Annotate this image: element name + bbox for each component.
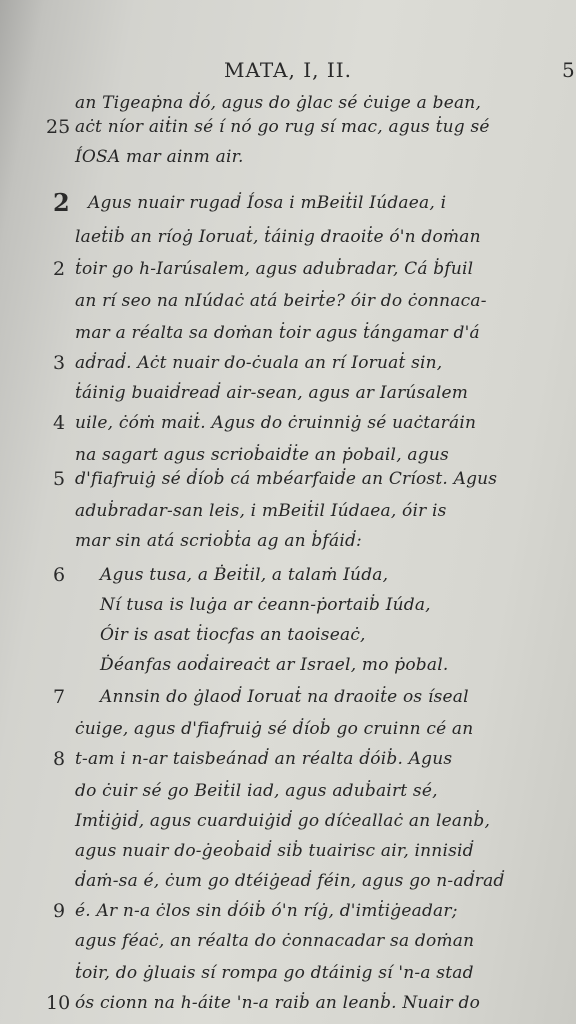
text-line [0,144,576,174]
verse-number: 2 [53,258,66,280]
text-line [0,716,576,746]
text-line [0,928,576,958]
verse-number: 10 [46,992,71,1014]
chapter-number: 2 [53,190,70,217]
line-text: ḋaṁ-sa é, ċum go dtéiġeaḋ féin, agus go n-aḋraḋ [75,871,505,891]
line-text: ċuige, agus d'fiafruiġ sé ḋíoḃ go cruinn cé an [75,719,474,739]
text-line [0,224,576,254]
line-text: do ċuir sé go Beiṫil iad, agus aduḃairt sé, [75,781,438,801]
verse-number: 8 [53,748,66,770]
text-line [0,288,576,318]
verse-number: 5 [53,468,66,490]
line-text: ṫoir go h-Iarúsalem, agus aduḃradar, Cá ḃfuil [75,259,474,279]
text-line [0,684,576,714]
line-text: Annsin do ġlaoḋ Ioruaṫ na draoiṫe os íseal [100,687,469,707]
line-text: mar sin atá scrioḃṫa ag an ḃfáiḋ: [75,531,362,551]
line-text: ÍOSA mar ainm air. [75,147,244,167]
text-line [0,960,576,990]
text-line [0,652,576,682]
text-line [0,498,576,528]
line-text: aḋraḋ. Aċt nuair do-ċuala an rí Ioruaṫ sin, [75,353,443,373]
line-text: ós cionn na h-áite 'n-a raiḃ an leanḃ. Nuair do [75,993,480,1013]
line-text: Agus nuair rugaḋ Íosa i mBeiṫil Iúdaea, i [88,193,447,213]
text-line [0,114,576,144]
text-line [0,868,576,898]
text-line [0,562,576,592]
line-text: Agus tusa, a Ḃeiṫil, a talaṁ Iúda, [100,565,389,585]
verse-number: 3 [53,352,66,374]
verse-number: 6 [53,564,66,586]
verse-number: 25 [46,116,71,138]
line-text: Óir is asat ṫiocfas an taoiseaċ, [100,625,366,645]
line-text: Ḋéanfas aoḋaireaċt ar Israel, mo ṗobal. [100,655,449,675]
text-line [0,778,576,808]
verse-number: 7 [53,686,66,708]
line-text: agus nuair do-ġeoḃaiḋ siḃ tuairisc air, innisiḋ [75,841,474,861]
verse-number: 9 [53,900,66,922]
text-line [0,256,576,286]
text-line [0,622,576,652]
line-text: aċt níor aiṫin sé í nó go rug sí mac, agus ṫug sé [75,117,490,137]
text-line [0,898,576,928]
text-line [0,592,576,622]
text-line [0,838,576,868]
text-line [0,746,576,776]
text-line [0,528,576,558]
text-line [0,466,576,496]
line-text: Imṫiġiḋ, agus cuarduiġiḋ go díċeallaċ an leanḃ, [75,811,491,831]
line-text: na sagart agus scrioḃaiḋṫe an ṗobail, agus [75,445,449,465]
line-text: t-am i n-ar taisbeánaḋ an réalta ḋóiḃ. Agus [75,749,453,769]
page-number: 5 [562,58,575,82]
line-text: ṫáinig buaiḋreaḋ air-sean, agus ar Iarúsalem [75,383,469,403]
text-line [0,410,576,440]
text-line [0,380,576,410]
line-text: Ní tusa is luġa ar ċeann-ṗortaiḃ Iúda, [100,595,431,615]
text-line [0,320,576,350]
verse-number: 4 [53,412,66,434]
line-text: ṫoir, do ġluais sí rompa go dtáinig sí 'n-a stad [75,963,474,983]
line-text: an rí seo na nIúdaċ atá beirṫe? óir do ċonnaca- [75,291,487,311]
line-text: é. Ar n-a ċlos sin ḋóiḃ ó'n ríġ, d'imṫiġeadar; [75,901,458,921]
text-line [0,350,576,380]
running-header: MATA, I, II. [223,58,352,82]
text-line [0,990,576,1020]
line-text: d'fiafruiġ sé ḋíoḃ cá mbéarfaiḋe an Críost. Agus [75,469,498,489]
line-text: laeṫiḃ an ríoġ Ioruaṫ, ṫáinig draoiṫe ó'n doṁan [75,227,481,247]
line-text: agus féaċ, an réalta do ċonnacadar sa doṁan [75,931,475,951]
line-text: an Tigeaṗna ḋó, agus do ġlac sé ċuige a bean, [75,93,482,113]
line-text: uile, ċóṁ maiṫ. Agus do ċruinniġ sé uaċtaráin [75,413,477,433]
text-line [0,808,576,838]
text-line [0,190,576,220]
line-text: mar a réalta sa doṁan ṫoir agus ṫángamar d'á [75,323,480,343]
line-text: aduḃradar-san leis, i mBeiṫil Iúdaea, óir is [75,501,447,521]
